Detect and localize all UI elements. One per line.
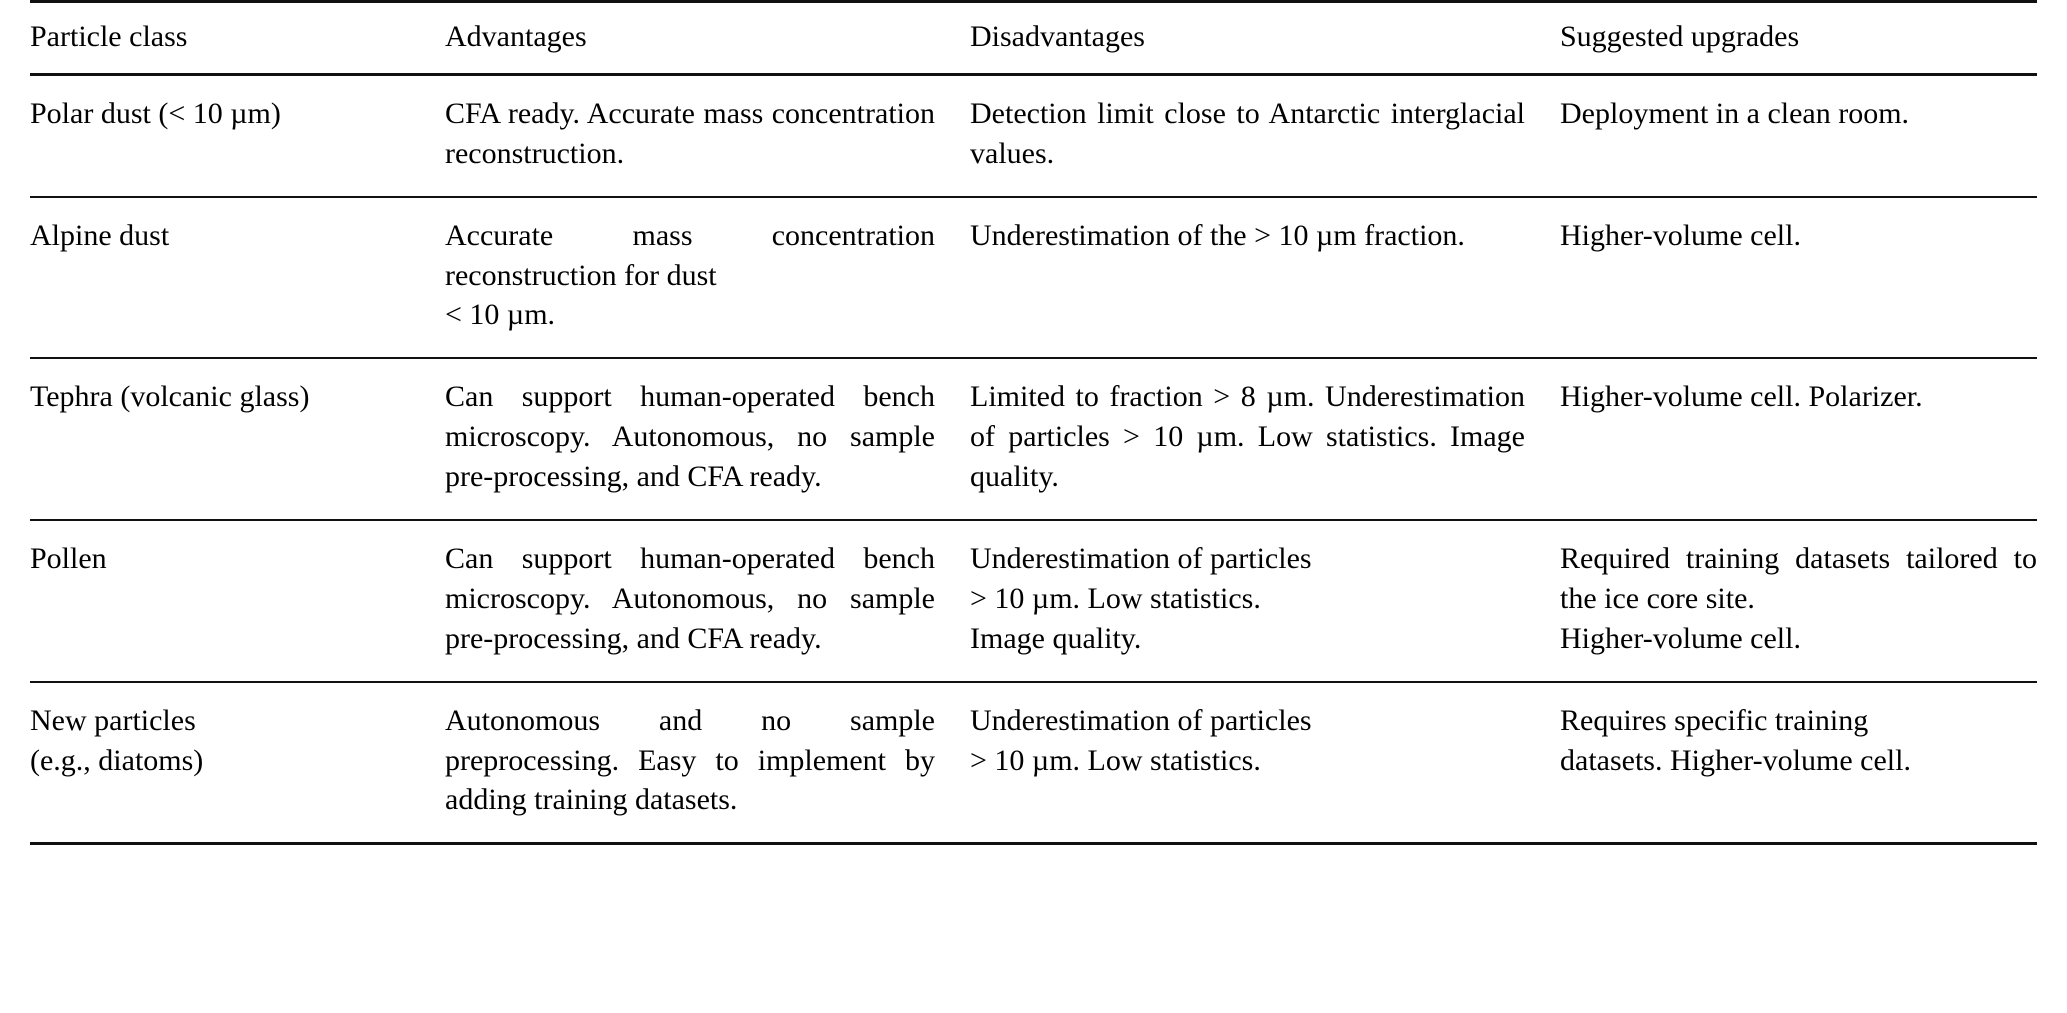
column-header-particle-class: Particle class <box>30 2 445 75</box>
table-header <box>30 2 2037 75</box>
upgrades-line-1: Required training datasets tailored to the ice core site. <box>1560 542 2037 615</box>
table-body <box>30 74 2037 845</box>
cell-particle-class <box>30 358 445 520</box>
cell-advantages: Can support human-operated bench microscopy. Autonomous, no sample pre-processing, and CFA ready. <box>445 358 970 520</box>
disadvantages-line-2: > 10 µm. Low statistics. <box>970 581 1261 615</box>
header-row <box>30 2 2037 75</box>
cell-advantages: Can support human-operated bench microscopy. Autonomous, no sample pre-processing, and CFA ready. <box>445 520 970 682</box>
cell-advantages <box>445 197 970 359</box>
particle-class-line-2: (e.g., diatoms) <box>30 743 204 777</box>
particle-class-label: Polar dust (< 10 µm) <box>30 96 281 130</box>
upgrades-line-2: Higher-volume cell. <box>1560 621 1801 655</box>
cell-suggested-upgrades <box>1560 520 2037 682</box>
cell-advantages: Autonomous and no sample preprocessing. Easy to implement by adding training datasets. <box>445 682 970 844</box>
disadvantages-line-2: > 10 µm. Low statistics. <box>970 743 1261 777</box>
cell-disadvantages <box>970 682 1560 844</box>
particle-class-label: Tephra (volcanic glass) <box>30 380 310 414</box>
cell-particle-class <box>30 74 445 196</box>
advantages-line-1: Accurate mass concentration reconstruction for dust <box>445 218 935 292</box>
table-row <box>30 682 2037 844</box>
disadvantages-line-1: Underestimation of particles <box>970 542 1312 576</box>
table-row <box>30 358 2037 520</box>
upgrades-line-2: datasets. Higher-volume cell. <box>1560 743 1911 777</box>
advantages-line-2: < 10 µm. <box>445 298 556 332</box>
cell-disadvantages: Limited to fraction > 8 µm. Underestimation of particles > 10 µm. Low statistics. Image quality. <box>970 358 1560 520</box>
disadvantages-line-1: Underestimation of particles <box>970 703 1312 737</box>
column-header-suggested-upgrades: Suggested upgrades <box>1560 2 2037 75</box>
table-row <box>30 197 2037 359</box>
cell-suggested-upgrades: Deployment in a clean room. <box>1560 96 1910 130</box>
cell-advantages: CFA ready. Accurate mass concentration reconstruction. <box>445 96 935 170</box>
table-row <box>30 74 2037 196</box>
bottom-rule-cell <box>970 844 1560 846</box>
cell-suggested-upgrades: Higher-volume cell. <box>1560 197 2037 359</box>
particle-class-line-1: New particles <box>30 703 196 737</box>
column-header-advantages: Advantages <box>445 2 970 75</box>
disadvantages-line-3: Image quality. <box>970 621 1142 655</box>
column-header-disadvantages: Disadvantages <box>970 2 1560 75</box>
bottom-rule-cell <box>1560 844 2037 846</box>
cell-suggested-upgrades: Higher-volume cell. Polarizer. <box>1560 358 2037 520</box>
cell-disadvantages <box>970 520 1560 682</box>
table-bottom-rule <box>30 844 2037 846</box>
bottom-rule-cell <box>30 844 445 846</box>
cell-particle-class: Pollen <box>30 520 445 682</box>
cell-particle-class <box>30 682 445 844</box>
cell-particle-class: Alpine dust <box>30 197 445 359</box>
upgrades-line-1: Requires specific training <box>1560 703 1869 737</box>
cell-disadvantages: Detection limit close to Antarctic interglacial values. <box>970 96 1525 170</box>
bottom-rule-cell <box>445 844 970 846</box>
cell-disadvantages: Underestimation of the > 10 µm fraction. <box>970 197 1560 359</box>
cell-suggested-upgrades <box>1560 682 2037 844</box>
particle-class-comparison-table <box>30 0 2037 845</box>
table-row <box>30 520 2037 682</box>
